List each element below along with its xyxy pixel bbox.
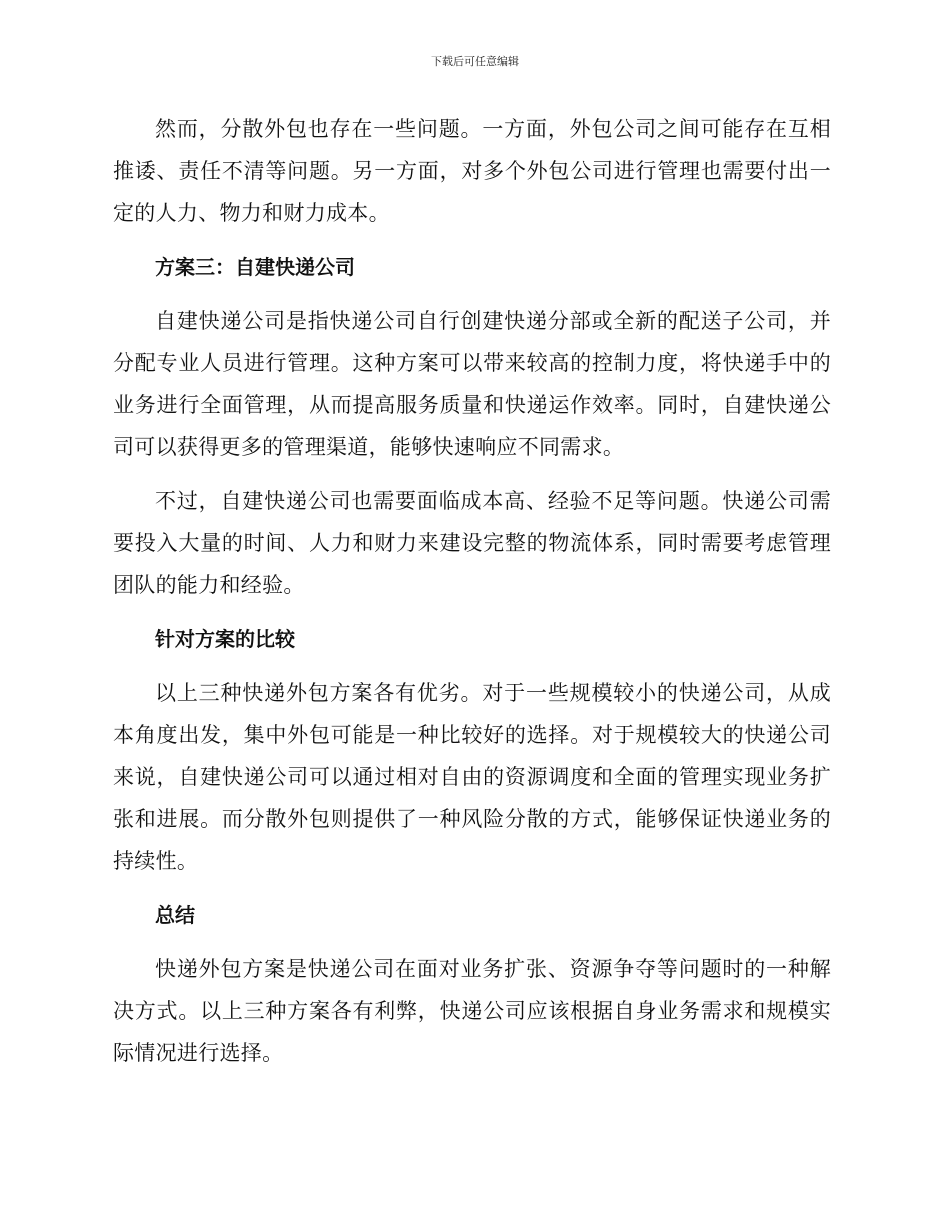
document-body	[113, 108, 831, 1074]
heading-plan-three: 方案三：自建快递公司	[155, 255, 355, 279]
paragraph-decentralized-outsourcing-issues: 然而，分散外包也存在一些问题。一方面，外包公司之间可能存在互相推诿、责任不清等问题。另一方面，对多个外包公司进行管理也需要付出一定的人力、物力和财力成本。	[113, 117, 831, 225]
paragraph-summary: 快递外包方案是快递公司在面对业务扩张、资源争夺等问题时的一种解决方式。以上三种方案各有利弊，快递公司应该根据自身业务需求和规模实际情况进行选择。	[113, 957, 831, 1065]
heading-summary: 总结	[155, 903, 195, 927]
page-header: 下载后可任意编辑	[431, 55, 519, 68]
paragraph-self-built-definition: 自建快递公司是指快递公司自行创建快递分部或全新的配送子公司，并分配专业人员进行管理。这种方案可以带来较高的控制力度，将快递手中的业务进行全面管理，从而提高服务质量和快递运作效率。同时，自建快递公司可以获得更多的管理渠道，能够快速响应不同需求。	[113, 309, 831, 459]
paragraph-self-built-issues: 不过，自建快递公司也需要面临成本高、经验不足等问题。快递公司需要投入大量的时间、人力和财力来建设完整的物流体系，同时需要考虑管理团队的能力和经验。	[113, 489, 831, 597]
heading-comparison: 针对方案的比较	[155, 627, 295, 651]
paragraph-comparison: 以上三种快递外包方案各有优劣。对于一些规模较小的快递公司，从成本角度出发，集中外包可能是一种比较好的选择。对于规模较大的快递公司来说，自建快递公司可以通过相对自由的资源调度和全面的管理实现业务扩张和进展。而分散外包则提供了一种风险分散的方式，能够保证快递业务的持续性。	[113, 681, 831, 873]
